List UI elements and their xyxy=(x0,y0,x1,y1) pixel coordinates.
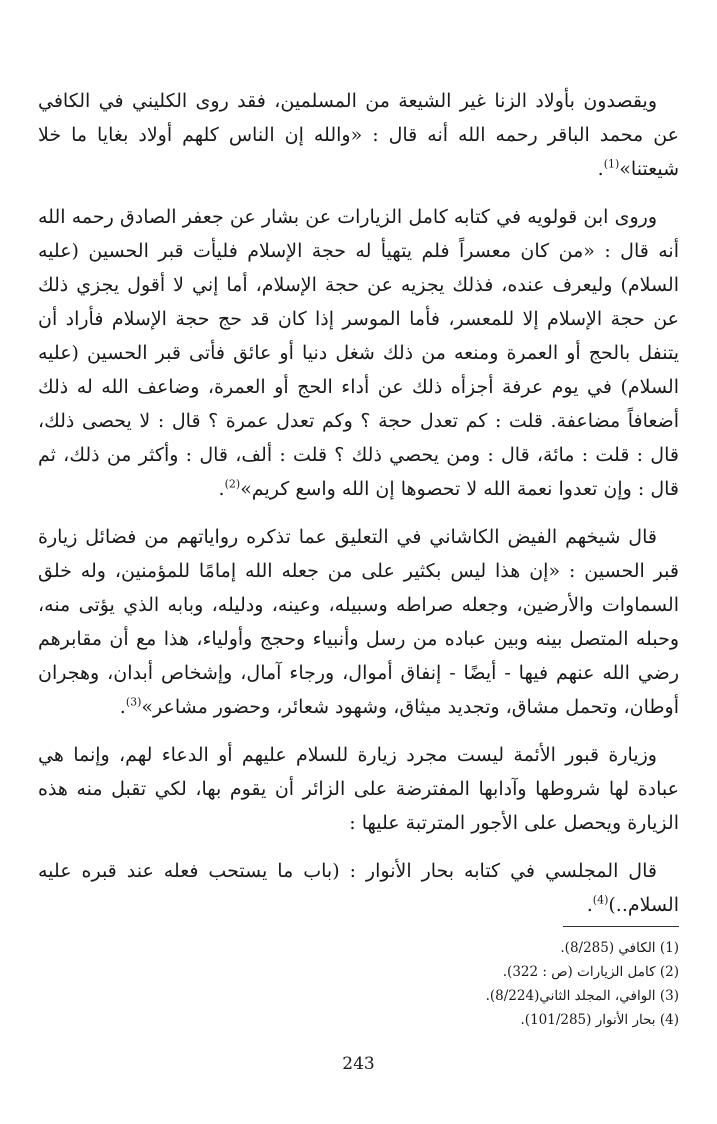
footnotes-list xyxy=(38,936,679,1032)
footnote-ref-1[interactable]: (1) xyxy=(603,157,620,171)
paragraph-3 xyxy=(38,520,679,724)
paragraph-5-text: قال المجلسي في كتابه بحار الأنوار : (باب ما يستحب فعله عند قبره عليه السلام..) xyxy=(38,860,679,916)
footnote-3: (3) الوافي، المجلد الثاني(8/224). xyxy=(485,988,679,1004)
paragraph-5 xyxy=(38,854,679,922)
footnote-4: (4) بحار الأنوار (101/285). xyxy=(520,1012,679,1028)
paragraph-1-end: . xyxy=(597,158,604,180)
footnote-ref-3[interactable]: (3) xyxy=(125,695,142,709)
footnote-ref-2[interactable]: (2) xyxy=(224,477,241,491)
paragraph-2 xyxy=(38,200,679,506)
paragraph-3-text: قال شيخهم الفيض الكاشاني في التعليق عما تذكره رواياتهم من فضائل زيارة قبر الحسين : «إن هذا ليس بكثير على من جعله الله إمامًا للمؤمنين، وله خلق السماوات والأرضين، وجعله صراطه وسبيله، وعينه، ودليله، وبابه الذي يؤتى منه، وحبله المتصل بينه وبين عباده من رسل وأنبياء وحجج وأولياء، هذا مع أن مقابرهم رضي الله عنهم فيها - أيضًا - إنفاق أموال، ورجاء آمال، وإشخاص أبدان، وهجران أوطان، وتحمل مشاق، وتجديد ميثاق، وشهود شعائر، وحضور مشاعر» xyxy=(38,526,679,718)
footnote-1: (1) الكافي (8/285). xyxy=(560,940,679,956)
footnote-separator xyxy=(563,926,679,927)
paragraph-5-end: . xyxy=(586,894,593,916)
page-number: 243 xyxy=(342,1054,375,1074)
paragraph-4 xyxy=(38,738,679,840)
paragraph-2-text: وروى ابن قولويه في كتابه كامل الزيارات عن بشار عن جعفر الصادق رحمه الله أنه قال : «من كان معسراً فلم يتهيأ له حجة الإسلام فليأت قبر الحسين (عليه السلام) وليعرف عنده، فذلك يجزيه عن حجة الإسلام، أما إني لا أقول يجزي ذلك عن حجة الإسلام إلا للمعسر، فأما الموسر إذا كان قد حج حجة الإسلام فأراد أن يتنفل بالحج أو العمرة ومنعه من ذلك شغل دنيا أو عائق فأتى قبر الحسين (عليه السلام) في يوم عرفة أجزأه ذلك عن أداء الحج أو العمرة، وضاعف الله له ذلك أضعافاً مضاعفة. قلت : كم تعدل حجة ؟ وكم تعدل عمرة ؟ قال : لا يحصى ذلك، قال : قلت : مائة، قال : ومن يحصي ذلك ؟ قلت : ألف، قال : وأكثر من ذلك، ثم قال : وإن تعدوا نعمة الله لا تحصوها إن الله واسع كريم» xyxy=(38,206,679,500)
paragraph-4-text: وزيارة قبور الأئمة ليست مجرد زيارة للسلام عليهم أو الدعاء لهم، وإنما هي عبادة لها شروطها وآدابها المفترضة على الزائر أن يقوم بها، لكي تقبل منه هذه الزيارة ويحصل على الأجور المترتبة عليها : xyxy=(38,744,679,834)
paragraph-2-end: . xyxy=(218,478,225,500)
paragraph-1 xyxy=(38,84,679,186)
footnote-2: (2) كامل الزيارات (ص : 322). xyxy=(502,964,679,980)
page-body xyxy=(38,84,679,936)
paragraph-1-text: ويقصدون بأولاد الزنا غير الشيعة من المسلمين، فقد روى الكليني في الكافي عن محمد الباقر رحمه الله أنه قال : «والله إن الناس كلهم أولاد بغايا ما خلا شيعتنا» xyxy=(38,90,679,180)
paragraph-3-end: . xyxy=(119,696,126,718)
footnote-ref-4[interactable]: (4) xyxy=(592,893,609,907)
